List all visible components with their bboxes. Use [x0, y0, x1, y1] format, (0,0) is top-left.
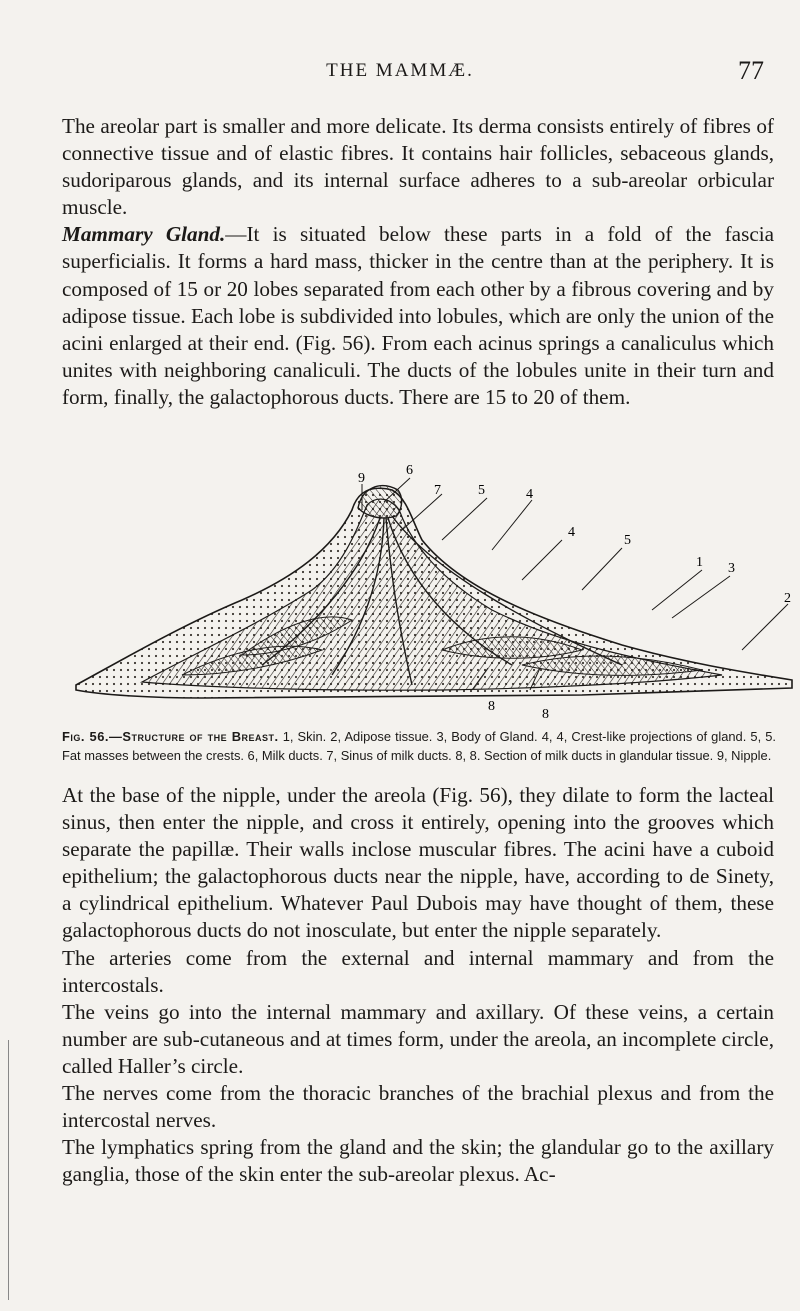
figure-label-6: 6: [406, 463, 413, 478]
section-text: —It is situated below these parts in a fold of the fascia superficialis. It forms a hard mass, thicker in the centre than at the periphery. It is composed of 15 or 20 lobes separated from each other by a fibrous covering and by adipose tissue. Each lobe is subdivided into lobules, which are only the union of the acini enlarged at their end. (Fig. 56). From each acinus springs a canaliculus which unites with neighboring canaliculi. The ducts of the lobules unite in their turn and form, finally, the galactophorous ducts. There are 15 to 20 of them.: [62, 222, 775, 409]
text-block-bottom: [62, 782, 774, 1188]
nipple: [358, 486, 402, 518]
caption-text: 1, Skin. 2, Adipose tissue. 3, Body of Gland. 4, 4, Crest-like projections of gland. 5, 5. Fat masses between the crests. 6, Milk ducts. 7, Sinus of milk ducts. 8, 8. Section of milk ducts in glandular tissue. 9, Nipple.: [62, 729, 776, 763]
figure-label-1: 1: [696, 555, 703, 570]
section-heading: Mammary Gland.: [62, 222, 226, 247]
page-edge-line: [8, 1040, 9, 1300]
figure-label-2: 2: [784, 591, 791, 606]
text-block-top: [62, 113, 774, 411]
figure-label-9: 9: [358, 471, 365, 486]
page-number: 77: [738, 56, 764, 85]
breast-structure-figure: [62, 450, 798, 725]
paragraph-nerves: The nerves come from the thoracic branches of the brachial plexus and from the intercostal nerves.: [62, 1081, 774, 1133]
figure-caption: [62, 728, 776, 765]
figure-label-7: 7: [434, 483, 441, 498]
paragraph-areolar: The areolar part is smaller and more delicate. Its derma consists entirely of fibres of connective tissue and of elastic fibres. It contains hair follicles, sebaceous glands, sudoriparous glands, and its internal surface adheres to a sub-areolar orbicular muscle.: [62, 114, 774, 220]
figure-label-3: 3: [728, 561, 735, 576]
caption-label: Fig. 56.—Structure of the Breast.: [62, 729, 279, 744]
paragraph-veins: The veins go into the internal mammary and axillary. Of these veins, a certain number are sub-cutaneous and at times form, under the areola, an incomplete circle, called Haller’s circle.: [62, 999, 774, 1078]
running-header: THE MAMMÆ.: [326, 60, 474, 81]
paragraph-lacteal-sinus: At the base of the nipple, under the areola (Fig. 56), they dilate to form the lacteal sinus, then enter the nipple, and cross it entirely, opening into the grooves which separate the papillæ. Their walls inclose muscular fibres. The acini have a cuboid epithelium; the galactophorous ducts near the nipple, have, according to de Sinety, a cylindrical epithelium. Whatever Paul Dubois may have thought of them, these galactophorous ducts do not inosculate, but enter the nipple separately.: [62, 783, 774, 943]
paragraph-arteries: The arteries come from the external and internal mammary and from the intercostals.: [62, 945, 774, 997]
figure-label-8b: 8: [542, 707, 549, 722]
paragraph-mammary-gland: [62, 221, 774, 411]
figure-label-8: 8: [488, 699, 495, 714]
paragraph-lymphatics: The lymphatics spring from the gland and the skin; the glandular go to the axillary ganglia, those of the skin enter the sub-areolar plexus. Ac-: [62, 1135, 774, 1187]
figure-label-5: 5: [478, 483, 485, 498]
figure-label-4: 4: [526, 487, 533, 502]
figure-label-4b: 4: [568, 525, 575, 540]
figure-label-5b: 5: [624, 533, 631, 548]
